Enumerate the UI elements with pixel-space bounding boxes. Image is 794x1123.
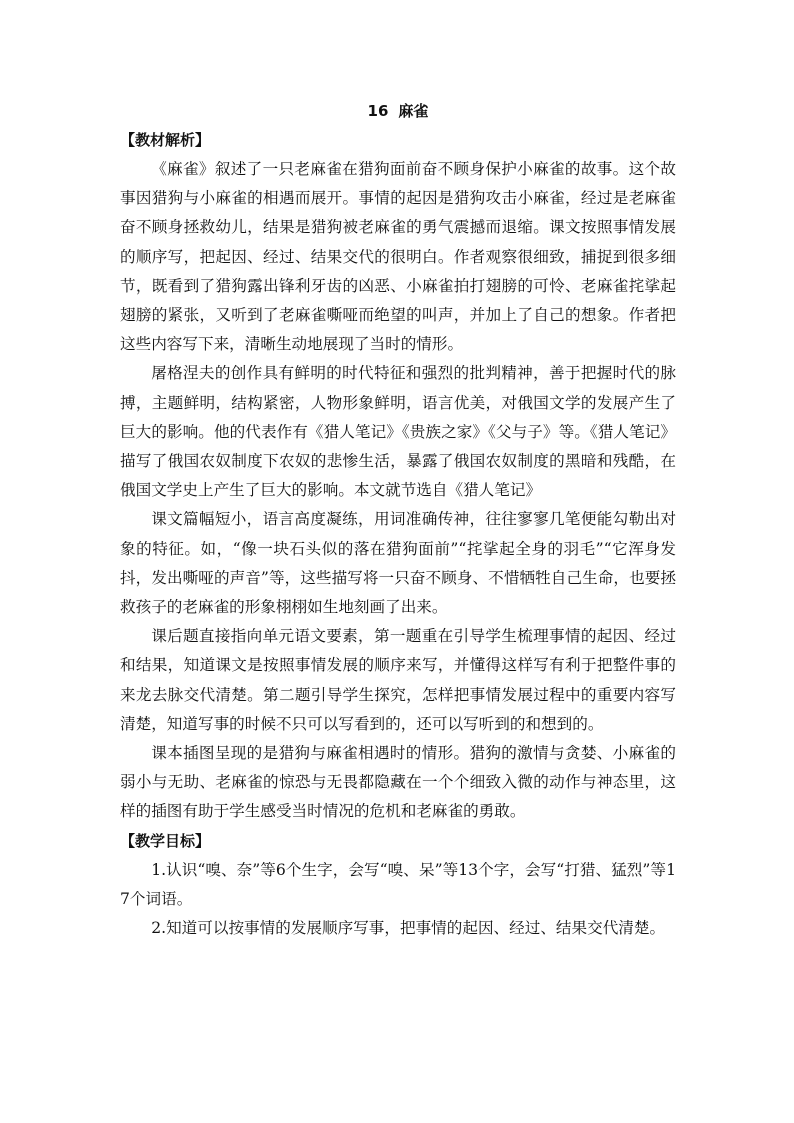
lesson-title [120, 96, 676, 126]
lesson-number: 16 [367, 102, 389, 120]
objectives-heading: 【教学目标】 [120, 831, 211, 850]
analysis-paragraph: 《麻雀》叙述了一只老麻雀在猎狗面前奋不顾身保护小麻雀的故事。这个故事因猎狗与小麻雀的相遇而展开。事情的起因是猎狗攻击小麻雀，经过是老麻雀奋不顾身拯救幼儿，结果是猎狗被老麻雀的勇气震撼而退缩。课文按照事情发展的顺序写，把起因、经过、结果交代的很明白。作者观察很细致，捕捉到很多细节，既看到了猎狗露出锋利牙齿的凶恶、小麻雀拍打翅膀的可怜、老麻雀挓挲起翅膀的紧张，又听到了老麻雀嘶哑而绝望的叫声，并加上了自己的想象。作者把这些内容写下来，清晰生动地展现了当时的情形。 [120, 160, 676, 354]
objective-item: 2.知道可以按事情的发展顺序写事，把事情的起因、经过、结果交代清楚。 [151, 919, 666, 938]
objective-item: 1.认识“嗅、奈”等6个生字，会写“嗅、呆”等13个字，会写“打猎、猛烈”等17个词语。 [120, 860, 676, 908]
analysis-paragraph: 课本插图呈现的是猎狗与麻雀相遇时的情形。猎狗的激情与贪婪、小麻雀的弱小与无助、老麻雀的惊恐与无畏都隐藏在一个个细致入微的动作与神态里，这样的插图有助于学生感受当时情况的危机和老麻雀的勇敢。 [120, 744, 676, 821]
analysis-paragraph: 屠格涅夫的创作具有鲜明的时代特征和强烈的批判精神，善于把握时代的脉搏，主题鲜明，结构紧密，人物形象鲜明，语言优美，对俄国文学的发展产生了巨大的影响。他的代表作有《猎人笔记》《贵族之家》《父与子》等。《猎人笔记》描写了俄国农奴制度下农奴的悲惨生活，暴露了俄国农奴制度的黑暗和残酷，在俄国文学史上产生了巨大的影响。本文就节选自《猎人笔记》 [120, 364, 676, 500]
analysis-paragraph: 课后题直接指向单元语文要素，第一题重在引导学生梳理事情的起因、经过和结果，知道课文是按照事情发展的顺序来写，并懂得这样写有利于把整件事的来龙去脉交代清楚。第二题引导学生探究，怎样把事情发展过程中的重要内容写清楚，知道写事的时候不只可以写看到的，还可以写听到的和想到的。 [120, 627, 676, 733]
lesson-title-text: 麻雀 [398, 102, 429, 120]
analysis-heading: 【教材解析】 [120, 131, 211, 149]
analysis-paragraph: 课文篇幅短小，语言高度凝练，用词准确传神，往往寥寥几笔便能勾勒出对象的特征。如，“像一块石头似的落在猎狗面前”“挓挲起全身的羽毛”“它浑身发抖，发出嘶哑的声音”等，这些描写将一只奋不顾身、不惜牺牲自己生命，也要拯救孩子的老麻雀的形象栩栩如生地刻画了出来。 [120, 510, 676, 617]
document-page [120, 96, 676, 943]
